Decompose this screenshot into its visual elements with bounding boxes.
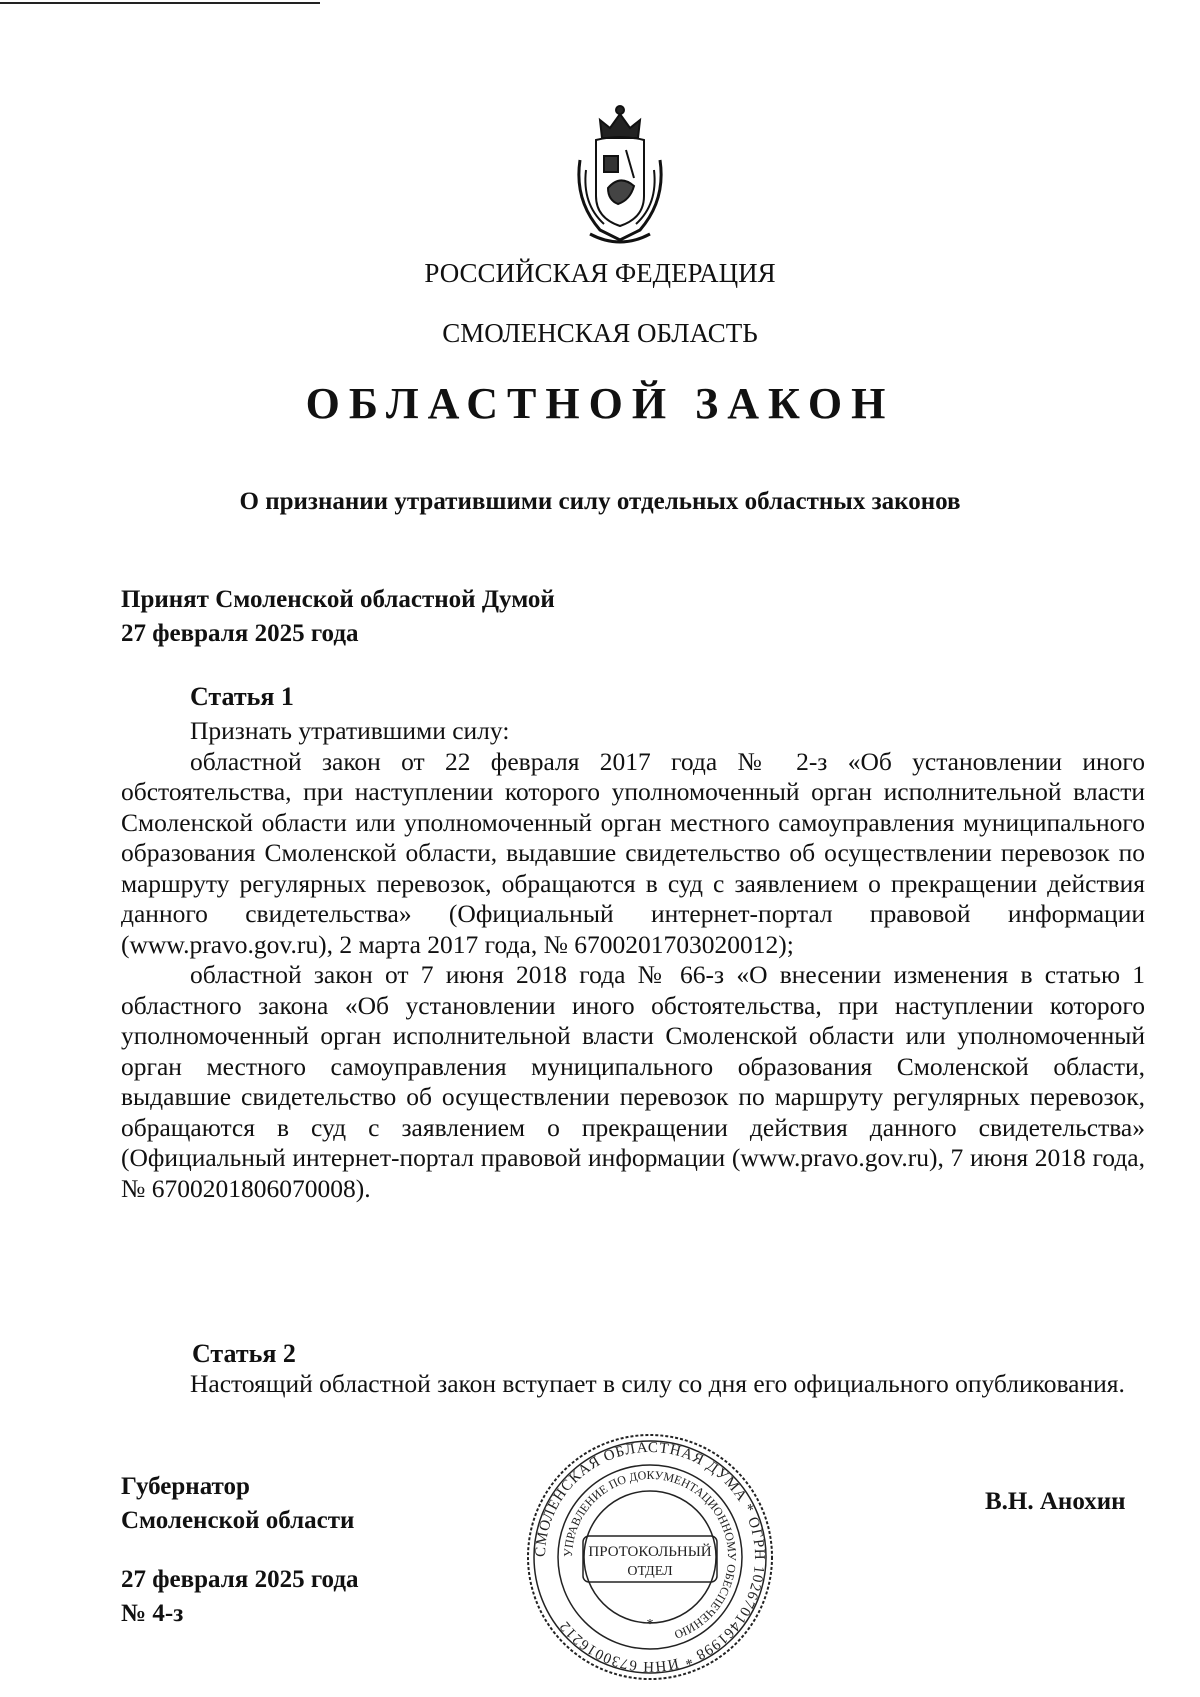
stamp-outer-path: СМОЛЕНСКАЯ ОБЛАСТНАЯ ДУМА * ОГРН 1026701461998 * ИНН 6730016212 — [532, 1439, 768, 1675]
article-1-item-2: областной закон от 7 июня 2018 года № 66-з «О внесении изменения в статью 1 областного закона «Об установлении иного обстоятельства, при наступлении которого уполномоченный орган исполнительной власти Смоленской области или уполномоченный орган местного самоуправления муниципального образования Смоленской области, выдавшие свидетельство об осуществлении перевозок по маршруту регулярных перевозок, обращаются в суд с заявлением о прекращении действия данного свидетельства» (Официальный интернет-портал правовой информации (www.pravo.gov.ru), 7 июня 2018 года, № 6700201806070008). — [121, 960, 1145, 1203]
law-number: № 4-з — [121, 1600, 184, 1627]
signatory-position-line-1: Губернатор — [121, 1473, 250, 1500]
top-edge-line — [0, 2, 320, 4]
law-date: 27 февраля 2025 года — [121, 1566, 359, 1593]
stamp-inner-path: УПРАВЛЕНИЕ ПО ДОКУМЕНТАЦИОННОМУ ОБЕСПЕЧЕНИЮ — [560, 1467, 740, 1642]
signatory-position — [121, 1470, 354, 1538]
article-1-item-1: областной закон от 22 февраля 2017 года № 2-з «Об установлении иного обстоятельства, при наступлении которого уполномоченный орган исполнительной власти Смоленской области или уполномоченный орган местного самоуправления муниципального образования Смоленской области, выдавшие свидетельство об осуществлении перевозок по маршруту регулярных перевозок, обращаются в суд с заявлением о прекращении действия данного свидетельства» (Официальный интернет-портал правовой информации (www.pravo.gov.ru), 2 марта 2017 года, № 6700201703020012); — [121, 746, 1145, 959]
article-1-heading: Статья 1 — [190, 682, 294, 711]
law-subject-title: О признании утратившими силу отдельных областных законов — [239, 488, 961, 515]
adopted-by-line: Принят Смоленской областной Думой — [121, 586, 555, 613]
stamp-center-line-1: ПРОТОКОЛЬНЫЙ — [588, 1544, 712, 1560]
article-1-intro: Признать утратившими силу: — [190, 716, 510, 745]
signatory-name: В.Н. Анохин — [985, 1488, 1126, 1515]
stamp-star-icon: * — [646, 1617, 654, 1632]
article-1-body — [121, 716, 1145, 1204]
signatory-position-line-2: Смоленской области — [121, 1507, 355, 1534]
region-heading: СМОЛЕНСКАЯ ОБЛАСТЬ — [442, 318, 758, 348]
adopted-date: 27 февраля 2025 года — [121, 620, 359, 647]
stamp-center-line-2: ОТДЕЛ — [627, 1564, 673, 1579]
coat-of-arms-icon — [560, 100, 680, 250]
document-type-title: ОБЛАСТНОЙ ЗАКОН — [305, 379, 895, 428]
country-heading: РОССИЙСКАЯ ФЕДЕРАЦИЯ — [424, 258, 776, 288]
round-seal-stamp — [525, 1432, 775, 1682]
article-2-heading: Статья 2 — [192, 1339, 296, 1368]
law-date-number — [121, 1563, 358, 1631]
article-2-text: Настоящий областной закон вступает в силу со дня его официального опубликования. — [190, 1369, 1125, 1398]
